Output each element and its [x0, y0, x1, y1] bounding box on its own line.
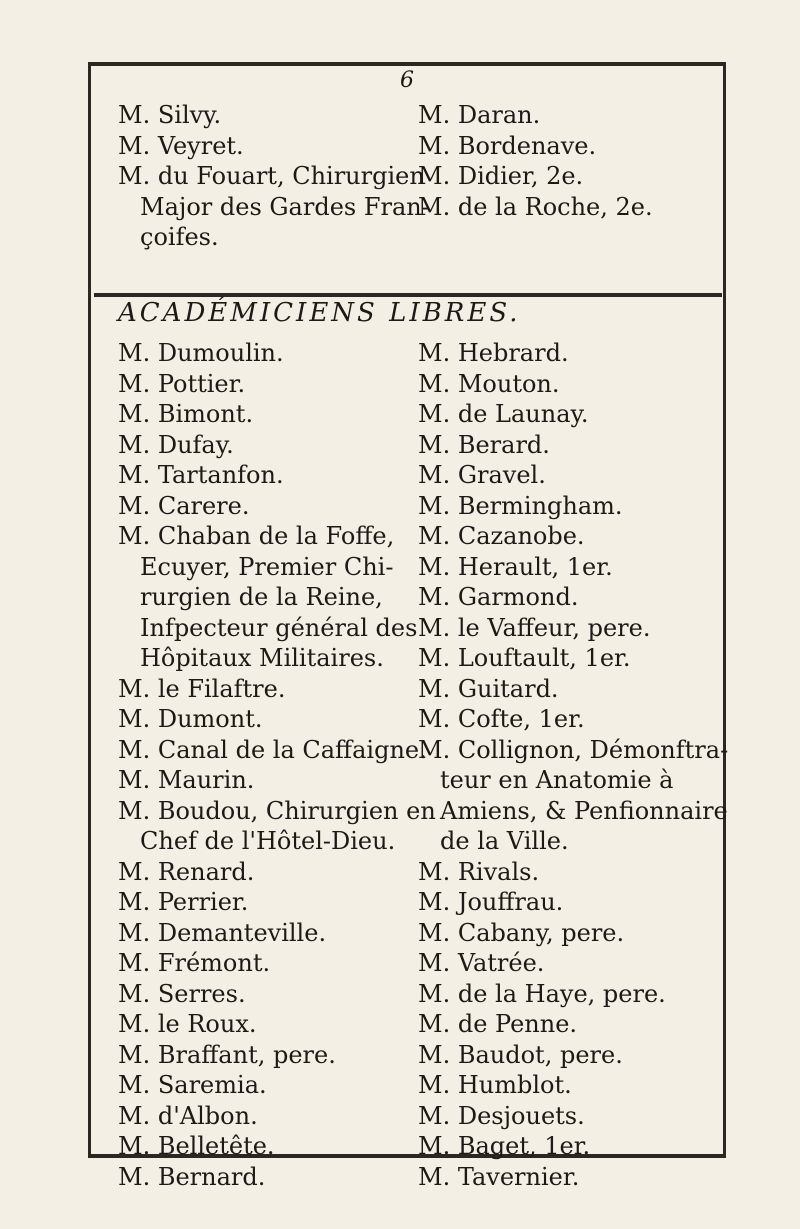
page-number: 6	[400, 68, 414, 93]
list-item: teur en Anatomie à	[440, 766, 674, 794]
list-item: M. Rivals.	[418, 857, 540, 886]
list-item: M. Baudot, pere.	[418, 1040, 623, 1069]
list-item: M. Perrier.	[118, 888, 249, 916]
list-item: M. Herault, 1er.	[418, 552, 613, 581]
list-item: M. Tavernier.	[418, 1162, 580, 1191]
list-item: M. Daran.	[418, 101, 541, 129]
list-item: M. Gravel.	[418, 461, 546, 489]
list-item: M. Silvy.	[118, 101, 222, 129]
list-item: çoifes.	[140, 223, 219, 251]
list-item: M. de Launay.	[418, 400, 589, 428]
list-item: M. Cabany, pere.	[418, 918, 625, 947]
list-item: M. Cazanobe.	[418, 522, 585, 550]
list-item: Major des Gardes Fran-	[140, 192, 430, 221]
list-item: M. Baget, 1er.	[418, 1132, 591, 1160]
list-item: Chef de l'Hôtel-Dieu.	[140, 827, 396, 855]
list-item: M. de la Haye, pere.	[418, 979, 666, 1008]
list-item: M. Berard.	[418, 430, 550, 459]
list-item: de la Ville.	[440, 827, 569, 855]
list-item: M. Bermingham.	[418, 491, 623, 520]
list-item: M. Cofte, 1er.	[418, 705, 585, 733]
list-item: M. Bimont.	[118, 400, 254, 428]
list-item: M. Hebrard.	[418, 339, 569, 367]
list-item: M. Tartanfon.	[118, 461, 284, 489]
list-item: M. de la Roche, 2e.	[418, 192, 653, 221]
list-item: rurgien de la Reine,	[140, 583, 383, 611]
list-item: M. Bordenave.	[418, 131, 597, 160]
list-item: M. le Filaftre.	[118, 674, 286, 703]
list-item: M. le Roux.	[118, 1010, 257, 1038]
list-item: M. Chaban de la Foffe,	[118, 522, 395, 550]
list-item: M. Demanteville.	[118, 918, 327, 947]
list-item: M. Vatrée.	[418, 949, 545, 977]
list-item: M. Belletête.	[118, 1132, 275, 1160]
list-item: M. Braffant, pere.	[118, 1040, 336, 1069]
list-item: M. Louftault, 1er.	[418, 644, 631, 672]
list-item: Infpecteur général des	[140, 613, 418, 642]
list-item: M. Desjouets.	[418, 1101, 585, 1130]
section-divider	[94, 293, 722, 297]
list-item: M. Maurin.	[118, 766, 255, 794]
top-right-list	[418, 100, 718, 222]
list-item: M. Mouton.	[418, 369, 560, 398]
list-item: M. Garmond.	[418, 583, 579, 611]
list-item: M. Guitard.	[418, 674, 559, 703]
list-item: M. Carere.	[118, 491, 250, 520]
list-item: M. le Vaffeur, pere.	[418, 613, 651, 642]
list-item: M. Bernard.	[118, 1162, 266, 1191]
list-item: M. d'Albon.	[118, 1101, 258, 1130]
left-member-list	[118, 338, 436, 1192]
list-item: Amiens, & Penfionnaire	[440, 796, 728, 825]
list-item: M. de Penne.	[418, 1010, 578, 1038]
list-item: M. Didier, 2e.	[418, 162, 584, 190]
list-item: M. Dumoulin.	[118, 339, 284, 367]
list-item: Ecuyer, Premier Chi-	[140, 552, 394, 581]
list-item: M. Dumont.	[118, 705, 263, 733]
top-left-list	[118, 100, 430, 253]
list-item: M. Jouffrau.	[418, 888, 564, 916]
list-item: M. Boudou, Chirurgien en	[118, 796, 436, 825]
list-item: Hôpitaux Militaires.	[140, 644, 384, 672]
list-item: M. Veyret.	[118, 131, 244, 160]
list-item: M. Renard.	[118, 857, 255, 886]
list-item: M. du Fouart, Chirurgien	[118, 162, 425, 190]
list-item: M. Serres.	[118, 979, 246, 1008]
section-heading: ACADÉMICIENS LIBRES.	[118, 298, 521, 328]
right-member-list	[418, 338, 729, 1192]
list-item: M. Dufay.	[118, 430, 234, 459]
list-item: M. Collignon, Démonftra-	[418, 735, 729, 764]
list-item: M. Saremia.	[118, 1071, 267, 1099]
list-item: M. Frémont.	[118, 949, 271, 977]
list-item: M. Canal de la Caffaigne.	[118, 735, 427, 764]
list-item: M. Pottier.	[118, 369, 246, 398]
list-item: M. Humblot.	[418, 1071, 572, 1099]
